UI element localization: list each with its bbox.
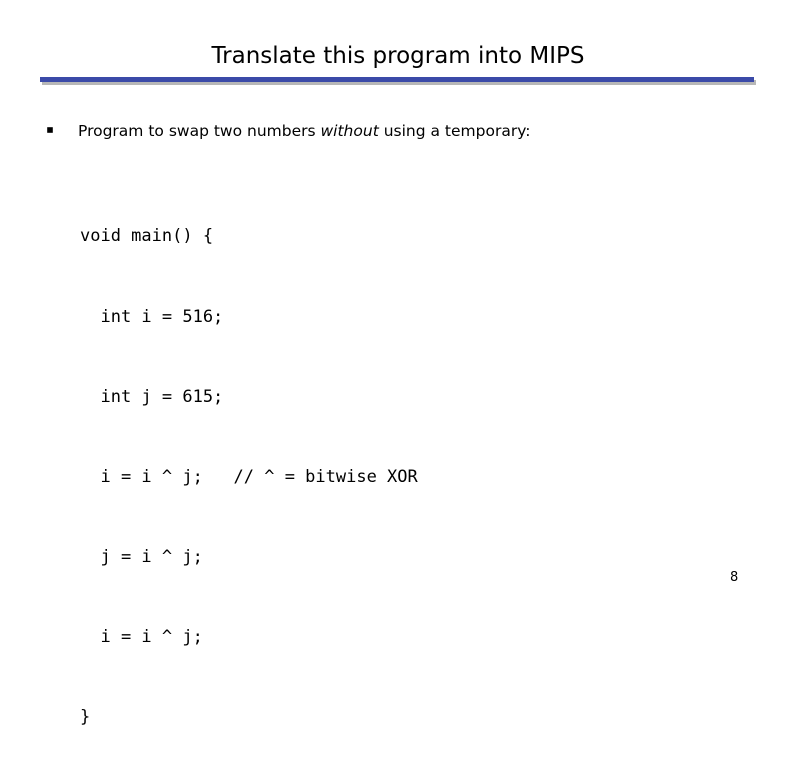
- code-line: int j = 615;: [80, 386, 224, 407]
- slide-title: Translate this program into MIPS: [211, 43, 585, 69]
- bullet-text-before: Program to swap two numbers: [78, 122, 321, 140]
- code-block: [80, 170, 418, 757]
- code-line: i = i ^ j; // ^ = bitwise XOR: [80, 466, 418, 487]
- code-line: int i = 516;: [80, 306, 224, 327]
- code-line: i = i ^ j;: [80, 626, 203, 647]
- bullet-text-after: using a temporary:: [378, 122, 531, 140]
- bullet-emphasis: without: [320, 122, 379, 140]
- bullet-item: [46, 120, 530, 142]
- code-line: }: [80, 706, 91, 727]
- code-line: void main() {: [80, 226, 214, 247]
- title-divider: [40, 77, 754, 82]
- page-number: 8: [730, 570, 739, 585]
- square-bullet-icon: [47, 127, 53, 133]
- code-line: j = i ^ j;: [80, 546, 203, 567]
